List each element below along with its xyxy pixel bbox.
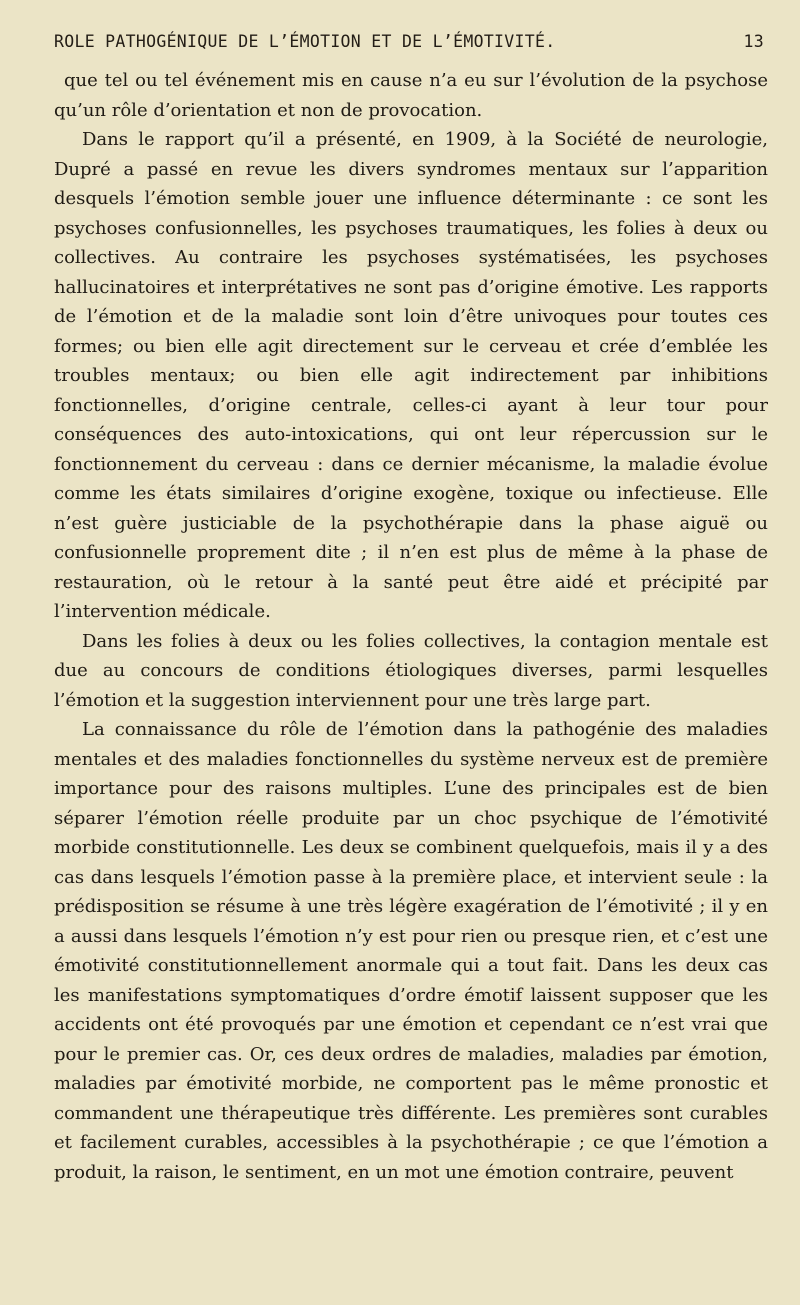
paragraph-dupre-report: Dans le rapport qu’il a présenté, en 1909, à la Société de neurologie, Dupré a passé en revue les divers syndromes mentaux sur l’apparition desquels l’émotion semble jouer une influence déterminante : ce sont les psychoses confusionnelles, les psychoses traumatiques, les folies à deux ou collectives. Au contraire les psychoses systématisées, les psychoses hallucinatoires et interprétatives ne sont pas d’origine émotive. Les rapports de l’émotion et de la maladie sont loin d’être univoques pour toutes ces formes; ou bien elle agit directement sur le cerveau et crée d’emblée les troubles mentaux; ou bien elle agit indirectement par inhibitions fonctionnelles, d’origine centrale, celles-ci ayant à leur tour pour conséquences des auto-intoxications, qui ont leur répercussion sur le fonctionnement du cerveau : dans ce dernier mécanisme, la maladie évolue comme les états similaires d’origine exogène, toxique ou infectieuse. Elle n’est guère justiciable de la psychothérapie dans la phase aiguë ou confusionnelle proprement dite ; il n’en est plus de même à la phase de restauration, où le retour à la santé peut être aidé et précipité par l’intervention médicale. <box>54 129 768 622</box>
running-head <box>54 32 764 58</box>
paragraph-folies-a-deux: Dans les folies à deux ou les folies collectives, la contagion mentale est due au concours de conditions étiologiques diverses, parmi lesquelles l’émotion et la suggestion interviennent pour une très large part. <box>54 630 768 711</box>
paragraph-continuation: que tel ou tel événement mis en cause n’a eu sur l’évolution de la psychose qu’un rôle d’orientation et non de provocation. <box>54 70 768 121</box>
page-number: 13 <box>743 32 764 51</box>
body-text <box>54 66 768 1187</box>
paragraph-connaissance: La connaissance du rôle de l’émotion dans la pathogénie des maladies mentales et des maladies fonctionnelles du système nerveux est de première importance pour des raisons multiples. L’une des principales est de bien séparer l’émotion réelle produite par un choc psychique de l’émotivité morbide constitutionnelle. Les deux se combinent quelquefois, mais il y a des cas dans lesquels l’émotion passe à la première place, et intervient seule : la prédisposition se résume à une très légère exagération de l’émotivité ; il y en a aussi dans lesquels l’émotion n’y est pour rien ou presque rien, et c’est une émotivité constitutionnellement anormale qui a tout fait. Dans les deux cas les manifestations symptomatiques d’ordre émotif laissent supposer que les accidents ont été provoqués par une émotion et cependant ce n’est vrai que pour le premier cas. Or, ces deux ordres de maladies, maladies par émotion, maladies par émotivité morbide, ne comportent pas le même pronostic et commandent une thérapeutique très différente. Les premières sont curables et facilement curables, accessibles à la psychothérapie ; ce que l’émotion a produit, la raison, le sentiment, en un mot une émotion contraire, peuvent <box>54 719 768 1183</box>
running-title: ROLE PATHOGÉNIQUE DE L’ÉMOTION ET DE L’ÉMOTIVITÉ. <box>54 32 556 51</box>
